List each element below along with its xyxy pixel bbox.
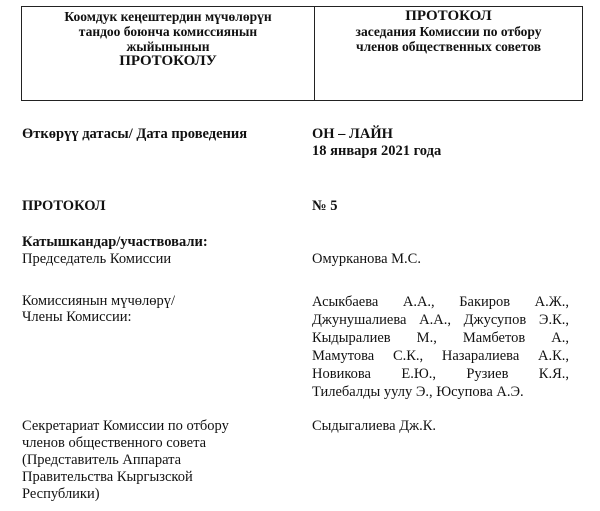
members-label bbox=[22, 293, 175, 325]
secretariat-name: Сыдыгалиева Дж.К. bbox=[312, 418, 437, 434]
header-left-line-2: тандоо боюнча комиссиянын bbox=[78, 24, 258, 39]
members-line-3: Кыдыралиев М., Мамбетов А., bbox=[312, 330, 569, 346]
members-label-line-2: Члены Комиссии: bbox=[22, 309, 132, 325]
header-left-line-4: ПРОТОКОЛУ bbox=[119, 53, 217, 69]
members-line-4: Мамутова С.К., Назаралиева А.К., bbox=[312, 348, 569, 364]
header-left-line-3: жыйынынын bbox=[126, 39, 210, 54]
secretariat-label-line-1: Секретариат Комиссии по отбору bbox=[22, 418, 229, 434]
header-left-line-1: Коомдук кеңештердин мүчөлөрүн bbox=[64, 9, 272, 24]
chair-label: Председатель Комиссии bbox=[22, 251, 172, 267]
header-right-cell bbox=[315, 7, 583, 101]
header-left-cell bbox=[22, 7, 315, 101]
secretariat-label bbox=[22, 418, 229, 503]
header-right-line-1: заседания Комиссии по отбору bbox=[355, 24, 542, 39]
date-mode: ОН – ЛАЙН bbox=[312, 126, 393, 142]
protocol-number: № 5 bbox=[312, 198, 338, 214]
members-line-5: Новикова Е.Ю., Рузиев К.Я., bbox=[312, 366, 569, 382]
members-line-2: Джунушалиева А.А., Джусупов Э.К., bbox=[312, 312, 569, 328]
secretariat-label-line-5: Республики) bbox=[22, 486, 100, 502]
secretariat-label-line-4: Правительства Кыргызской bbox=[22, 469, 193, 485]
date-label: Өткөрүү датасы/ Дата проведения bbox=[22, 126, 248, 142]
header-right-title: ПРОТОКОЛ bbox=[405, 8, 492, 24]
members-list bbox=[312, 293, 569, 401]
header-table bbox=[21, 6, 583, 101]
chair-name: Омурканова М.С. bbox=[312, 251, 421, 267]
date-value: 18 января 2021 года bbox=[312, 143, 442, 159]
members-label-line-1: Комиссиянын мүчөлөрү/ bbox=[22, 293, 176, 309]
members-line-6: Тилебалды уулу Э., Юсупова А.Э. bbox=[312, 384, 524, 400]
secretariat-label-line-3: (Представитель Аппарата bbox=[22, 452, 182, 468]
participants-heading: Катышкандар/участвовали: bbox=[22, 234, 208, 250]
protocol-label: ПРОТОКОЛ bbox=[22, 198, 106, 214]
secretariat-label-line-2: членов общественного совета bbox=[22, 435, 207, 451]
header-right-line-2: членов общественных советов bbox=[355, 39, 542, 54]
members-line-1: Асыкбаева А.А., Бакиров А.Ж., bbox=[312, 294, 569, 310]
